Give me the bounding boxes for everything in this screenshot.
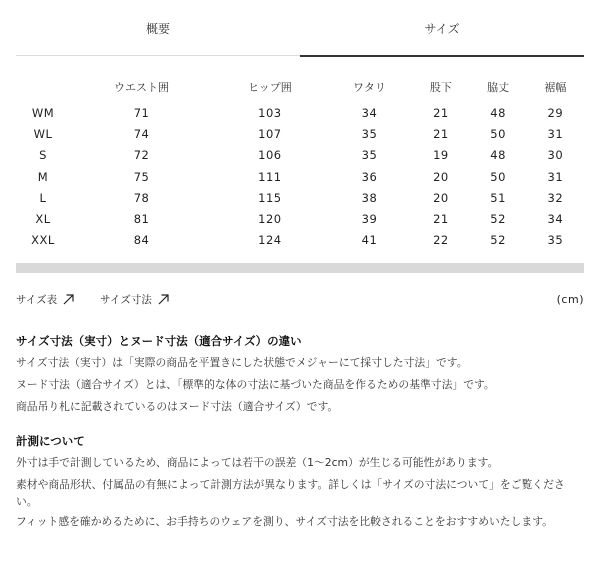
table-cell: 21 (433, 105, 449, 120)
table-cell: 106 (258, 148, 282, 163)
table-body (16, 102, 584, 251)
table-row (16, 123, 584, 144)
table-cell: 52 (490, 212, 506, 227)
table-cell: 48 (490, 105, 506, 120)
table-cell: 41 (361, 233, 378, 248)
unit-label: (cm) (556, 292, 584, 306)
table-cell: 20 (433, 190, 449, 205)
table-row (16, 208, 584, 229)
note-line: ヌード寸法（適合サイズ）とは、「標準的な体の寸法に基づいた商品を作るための基準寸法」です。 (16, 378, 495, 391)
size-notes (16, 331, 584, 533)
table-cell: 34 (547, 212, 564, 227)
table-cell: 36 (361, 169, 378, 184)
table-cell: 35 (361, 126, 378, 141)
table-row (16, 145, 584, 166)
column-header: ヒップ囲 (248, 81, 292, 94)
table-row (16, 166, 584, 187)
horizontal-scrollbar[interactable] (16, 263, 584, 273)
table-cell: 31 (547, 169, 564, 184)
table-cell: 84 (133, 233, 150, 248)
column-header: 脇丈 (487, 81, 510, 94)
table-cell: 29 (547, 105, 564, 120)
size-column-header (16, 72, 70, 102)
table-cell: 72 (133, 148, 150, 163)
column-header: 裾幅 (544, 81, 567, 94)
table-cell: 39 (361, 212, 378, 227)
note-line: 商品吊り札に記載されているのはヌード寸法（適合サイズ）です。 (16, 400, 339, 413)
table-cell: 35 (361, 148, 378, 163)
table-row (16, 230, 584, 251)
table-cell: 75 (133, 169, 150, 184)
table-cell: 50 (490, 169, 506, 184)
tab-overview[interactable]: 概要 (145, 21, 170, 36)
notes-title-difference: サイズ寸法（実寸）とヌード寸法（適合サイズ）の違い (16, 334, 302, 348)
table-cell: 35 (547, 233, 564, 248)
notes-title-measurement: 計測について (16, 434, 85, 448)
size-label-cell: M (37, 169, 49, 184)
table-cell: 21 (433, 212, 449, 227)
table-cell: 111 (258, 169, 282, 184)
table-cell: 22 (433, 233, 449, 248)
table-cell: 124 (258, 233, 282, 248)
external-arrow-icon (63, 294, 74, 305)
size-links (16, 290, 584, 308)
table-cell: 38 (361, 190, 378, 205)
size-label-cell: XXL (31, 233, 55, 248)
table-cell: 48 (490, 148, 506, 163)
table-cell: 74 (133, 126, 150, 141)
column-header: ウエスト囲 (114, 81, 170, 94)
table-row (16, 187, 584, 208)
size-label-cell: WL (33, 126, 53, 141)
external-arrow-icon (158, 294, 169, 305)
table-cell: 51 (490, 190, 506, 205)
table-cell: 19 (433, 148, 449, 163)
size-chart-link-label: サイズ表 (16, 293, 58, 306)
table-cell: 52 (490, 233, 506, 248)
table-cell: 81 (133, 212, 150, 227)
table-cell: 107 (258, 126, 282, 141)
size-label-cell: XL (35, 212, 51, 227)
column-header: 股下 (429, 81, 452, 94)
table-header-row (16, 72, 584, 102)
size-table (16, 72, 584, 251)
table-cell: 115 (258, 190, 282, 205)
size-measure-link[interactable] (100, 292, 169, 307)
note-line: サイズ寸法（実寸）は「実際の商品を平置きにした状態でメジャーにて採寸した寸法」です。 (16, 356, 468, 369)
table-cell: 30 (547, 148, 564, 163)
column-header: ワタリ (353, 81, 386, 94)
table-cell: 120 (258, 212, 282, 227)
size-label-cell: S (39, 148, 47, 163)
note-line: フィット感を確かめるために、お手持ちのウェアを測り、サイズ寸法を比較されることをおすすめいたします。 (16, 515, 553, 528)
note-line: 外寸は手で計測しているため、商品によっては若干の誤差（1〜2cm）が生じる可能性があります。 (16, 456, 499, 469)
note-line: 素材や商品形状、付属品の有無によって計測方法が異なります。詳しくは「サイズの寸法について」をご覧ください。 (16, 478, 565, 508)
table-cell: 31 (547, 126, 564, 141)
size-label-cell: L (39, 190, 47, 205)
table-cell: 20 (433, 169, 449, 184)
table-cell: 103 (258, 105, 282, 120)
table-row (16, 102, 584, 123)
table-cell: 32 (547, 190, 564, 205)
table-cell: 71 (133, 105, 150, 120)
tab-size[interactable]: サイズ (300, 0, 584, 56)
size-chart-link[interactable] (16, 292, 74, 307)
table-cell: 78 (133, 190, 150, 205)
size-label-cell: WM (31, 105, 55, 120)
table-cell: 21 (433, 126, 449, 141)
size-measure-link-label: サイズ寸法 (100, 293, 152, 306)
tab-bar (16, 0, 584, 56)
table-cell: 50 (490, 126, 506, 141)
table-cell: 34 (361, 105, 378, 120)
